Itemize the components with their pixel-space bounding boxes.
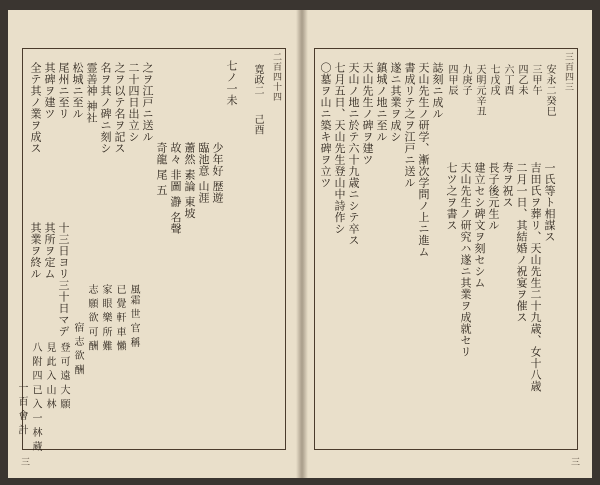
left-col-13: 其碑ヲ建ツ [43,62,56,120]
right-era-label-5: 七戊戌 [488,64,499,96]
left-running-head: 二百四十四 [271,52,281,102]
left-bottom-note-2: 一 百 會 計 [16,382,27,436]
right-era-label-2: 三甲午 [530,64,541,96]
left-col-1: 少年好 歴遊 [211,142,224,204]
right-col-4: 寿ヲ祝ス [501,162,514,208]
left-col-16: 其所ヲ定ム [43,222,56,280]
right-col-12: 遂ニ其業ヲ成シ [389,62,402,143]
left-col-11: 松城ニ至ル [71,62,84,120]
right-col-2: 吉田氏ヲ葬リ、天山先生二十九歳、女十八歳 [529,162,542,392]
left-col-5: 奇龍 尾 五 [155,142,168,196]
left-verse-2: 已 覺 軒 車 懶 [114,284,125,352]
left-col-17: 其業ヲ終ル [29,222,42,280]
right-col-3: 二月一日、其結婚ノ祝宴ヲ催ス [515,162,528,323]
right-era-label-1: 安永二癸巳 [544,64,555,117]
left-verse-4: 志 願 欲 可 酬 [86,284,97,352]
left-col-7: 二十四日出立シ [127,62,140,143]
open-book [8,10,592,478]
right-era-label-7: 九庚子 [460,64,471,96]
right-era-label-8: 四甲辰 [446,64,457,96]
left-verse-5: 宿 志 欲 酬 [72,322,83,376]
right-col-1: 一氏等ト相謀ス [543,162,556,243]
left-verse-6: 登 可 遠 大 願 [58,342,69,410]
left-col-9: 名ヲ其ノ碑ニ刻シ [99,62,112,154]
left-col-15: 十三日ヨリ三十日マデ [57,222,70,337]
right-col-11: 書成リテ之ヲ江戸ニ送ル [403,62,416,189]
left-col-12: 尾州ニ至リ [57,62,70,120]
left-col-10: 霊善神 神社 [85,62,98,124]
left-bottom-note-1: 八 附 四 已 入 一 林 蔵 [30,342,41,452]
right-col-8: 七ツ之ヲ書ス [445,162,458,231]
right-col-17: 〇墓ヲ山ニ築キ碑ヲ立ツ [319,62,332,189]
right-running-head: 三百四三 [563,52,573,92]
right-col-5: 長子後元生ル [487,162,500,231]
left-era-label-1: 寛政二 [252,64,263,96]
right-col-7: 天山先生ノ研究ハ遂ニ其業ヲ成就セリ [459,162,472,358]
right-era-label-6: 天明元辛丑 [474,64,485,117]
left-col-14: 全テ其ノ業ヲ成ス [29,62,42,154]
left-verse-7: 見 此 入 山 林 [44,342,55,410]
right-page-number: 三 [569,457,579,466]
right-page [306,22,586,468]
right-col-13: 鎮城ノ地ニ至ル [375,62,388,143]
right-col-6: 建立セシ碑文ヲ刻セシム [473,162,486,289]
right-era-label-3: 四乙未 [516,64,527,96]
left-verse-1: 風霜 世 官 稱 [128,284,139,348]
right-col-16: 七月五日、天山先生登山中詩作シ [333,62,346,235]
left-page [14,22,298,468]
left-era-label-2: 己酉 [252,114,263,135]
left-verse-3: 家 眼 樂 所 難 [100,284,111,352]
left-col-8: 之ヲ以テ名ヲ記ス [113,62,126,154]
left-col-4: 故々 非圖 瀞 名聲 [169,142,182,235]
left-col-2: 臨池意 山涯 [197,142,210,204]
right-col-9: 誌刻ニ成ル [431,62,444,120]
right-era-label-4: 六丁酉 [502,64,513,96]
left-page-number: 三 [19,457,29,466]
right-col-10: 天山先生ノ研学、漸次学問ノ上ニ進ム [417,62,430,258]
right-col-14: 天山先生ノ碑ヲ建ツ [361,62,374,166]
left-col-3: 蕭然 素論 東坡 [183,142,196,219]
left-section-mark: 七ノ一未 [225,60,238,106]
left-col-6: 之ヲ江戸ニ送ル [141,62,154,143]
right-col-15: 天山ノ地ニ於テ六十九歳ニシテ卒ス [347,62,360,246]
